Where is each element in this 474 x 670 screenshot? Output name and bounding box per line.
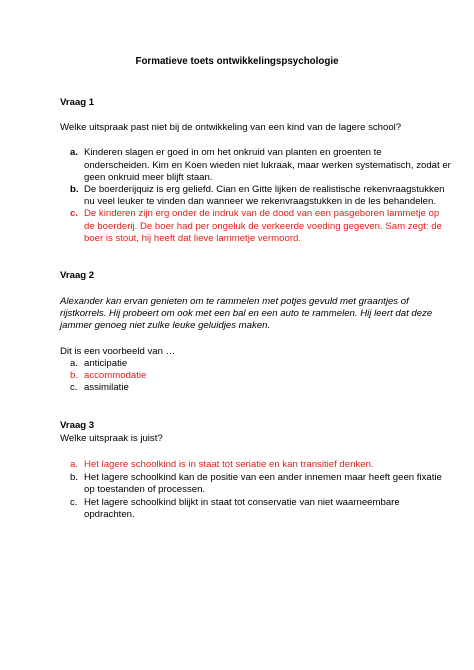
q2-option-c-label: c. (70, 382, 78, 393)
q1-option-a-label: a. (70, 147, 79, 158)
q1-option-a-line-2: onderscheiden. Kim en Koen wieden niet lukraak, maar werken systematisch, zodat er (84, 160, 451, 171)
q3-option-c-label: c. (70, 497, 78, 508)
q2-passage-line-2: rijstkorrels. Hij probeert om ook met een bal en een auto te rammelen. Hij leert dat deze (60, 308, 433, 319)
question-3-text: Welke uitspraak is juist? (60, 433, 163, 444)
question-1-text: Welke uitspraak past niet bij de ontwikkeling van een kind van de lagere school? (60, 122, 402, 133)
q1-option-c-line-3: boer is stout, hij heeft dat lieve lammetje vermoord. (84, 233, 302, 244)
q3-option-b-label: b. (70, 472, 79, 483)
document-title: Formatieve toets ontwikkelingspsychologie (135, 56, 339, 67)
question-2-text: Dit is een voorbeeld van … (60, 346, 176, 357)
q2-option-b-label: b. (70, 370, 79, 381)
q2-option-b-text: accommodatie (84, 370, 147, 381)
q2-passage-line-3: jammer genoeg niet zulke leuke geluidjes maken. (60, 320, 271, 331)
q1-option-a-line-1: Kinderen slagen er goed in om het onkruid van planten en groenten te (84, 147, 382, 158)
q2-option-a-text: anticipatie (84, 358, 128, 369)
q1-option-c-line-2: de boerderij. De boer had per ongeluk de verkeerde voeding gegeven. Sam zegt: de (84, 221, 442, 232)
q3-option-c-line-1: Het lagere schoolkind blijkt in staat tot conservatie van niet waarneembare (84, 497, 400, 508)
question-1-heading: Vraag 1 (60, 97, 95, 108)
q3-option-a-line-1: Het lagere schoolkind is in staat tot seriatie en kan transitief denken. (84, 459, 374, 470)
q3-option-a-label: a. (70, 459, 79, 470)
q2-option-a-label: a. (70, 358, 79, 369)
q2-option-c-text: assimilatie (84, 382, 129, 393)
q1-option-b-line-2: nu veel leuker te vinden dan wanneer we rekenvraagstukken in de les behandelen. (84, 196, 437, 207)
question-3-heading: Vraag 3 (60, 420, 95, 431)
q2-passage-line-1: Alexander kan ervan genieten om te rammelen met potjes gevuld met graantjes of (60, 296, 409, 307)
q1-option-b-line-1: De boerderijquiz is erg geliefd. Cian en Gitte lijken de realistische rekenvraagstukken (84, 184, 445, 195)
q3-option-c-line-2: opdrachten. (84, 509, 135, 520)
q1-option-a-line-3: geen onkruid meer blijft staan. (84, 172, 213, 183)
q3-option-b-line-2: op toestanden of processen. (84, 484, 206, 495)
q1-option-c-line-1: De kinderen zijn erg onder de indruk van de dood van een pasgeboren lammetje op (84, 208, 440, 219)
question-2-heading: Vraag 2 (60, 270, 95, 281)
q1-option-c-label: c. (70, 208, 79, 219)
q3-option-b-line-1: Het lagere schoolkind kan de positie van een ander innemen maar heeft geen fixatie (84, 472, 442, 483)
q1-option-b-label: b. (70, 184, 79, 195)
